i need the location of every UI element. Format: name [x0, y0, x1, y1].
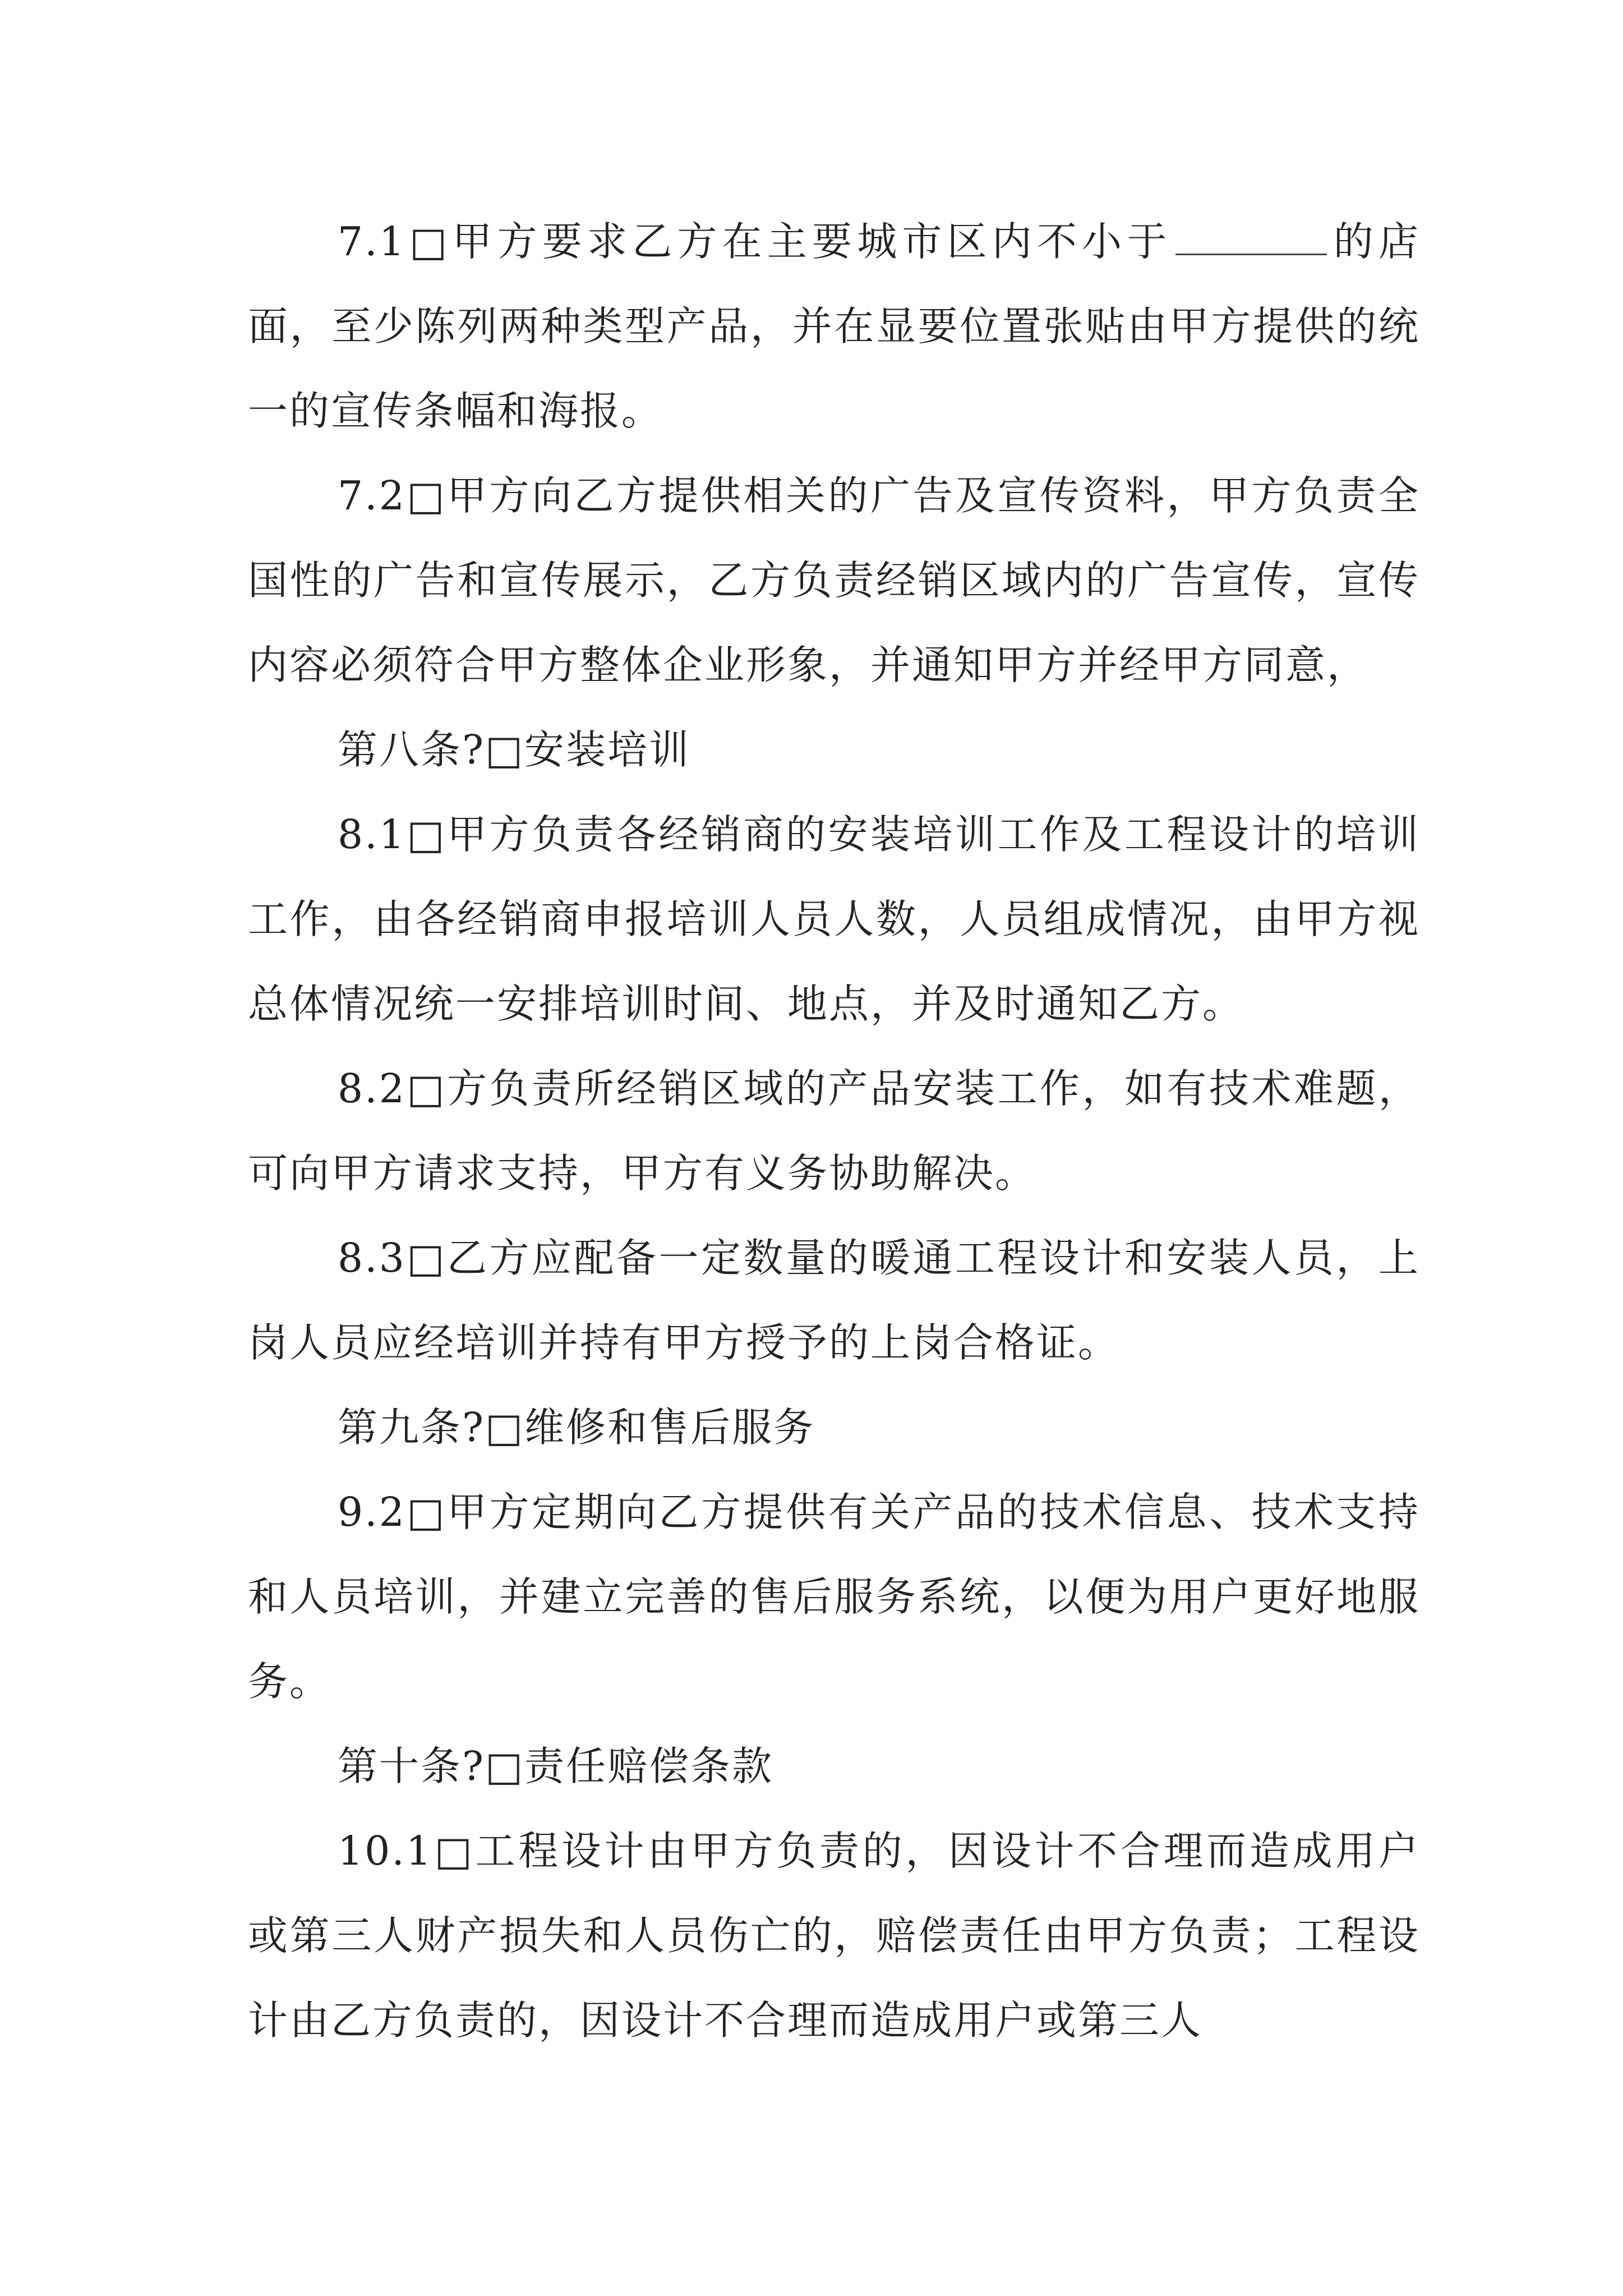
clause-7-2: 7.2□甲方向乙方提供相关的广告及宣传资料，甲方负责全国性的广告和宣传展示，乙方负责经销区域内的广告宣传，宣传内容必须符合甲方整体企业形象，并通知甲方并经甲方同意，	[248, 472, 1420, 688]
clause-8-3: 8.3□乙方应配备一定数量的暖通工程设计和安装人员，上岗人员应经培训并持有甲方授予的上岗合格证。	[248, 1235, 1420, 1366]
document-body	[248, 199, 1420, 2063]
clause-9-2: 9.2□甲方定期向乙方提供有关产品的技术信息、技术支持和人员培训，并建立完善的售后服务系统，以便为用户更好地服务。	[248, 1489, 1420, 1705]
clause-7-1-text-end: 的店面，至少陈列两种类型产品，并在显要位置张贴由甲方提供的统一的宣传条幅和海报。	[248, 218, 1420, 434]
article-9-heading: 第九条?□维修和售后服务	[338, 1404, 815, 1451]
clause-8-2: 8.2□方负责所经销区域的产品安装工作，如有技术难题，可向甲方请求支持，甲方有义务协助解决。	[248, 1065, 1420, 1197]
clause-10-1: 10.1□工程设计由甲方负责的，因设计不合理而造成用户或第三人财产损失和人员伤亡的，赔偿责任由甲方负责；工程设计由乙方负责的，因设计不合理而造成用户或第三人	[248, 1828, 1420, 2044]
fill-in-blank	[1175, 219, 1327, 255]
clause-7-1	[248, 199, 1420, 453]
article-10-heading: 第十条?□责任赔偿条款	[338, 1743, 774, 1789]
clause-7-1-text-start: 7.1□甲方要求乙方在主要城市区内不小于	[338, 218, 1172, 265]
clause-8-1: 8.1□甲方负责各经销商的安装培训工作及工程设计的培训工作，由各经销商申报培训人员人数，人员组成情况，由甲方视总体情况统一安排培训时间、地点，并及时通知乙方。	[248, 811, 1420, 1027]
article-8-heading: 第八条?□安装培训	[338, 726, 691, 773]
